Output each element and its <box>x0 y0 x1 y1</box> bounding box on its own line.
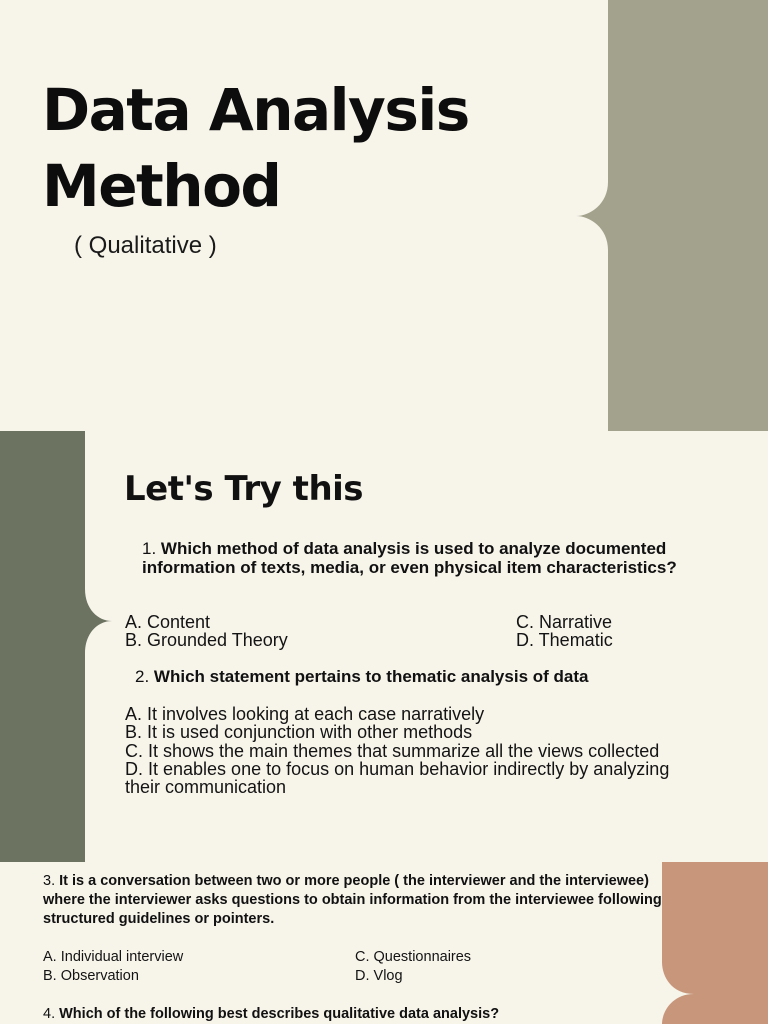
question-1-text-body: Which method of data analysis is used to analyze documented information of texts, media, or even physical item characteristics? <box>142 539 677 577</box>
main-title-line1: Data Analysis <box>42 76 469 144</box>
title-page <box>0 0 768 431</box>
question-2-text: Which statement pertains to thematic analysis of data <box>153 667 589 686</box>
question-4 <box>43 1005 499 1024</box>
terracotta-panel-decoration <box>660 862 768 1024</box>
question-2 <box>135 668 735 687</box>
question-1-text <box>142 539 677 577</box>
question-2-option-c[interactable]: C. It shows the main themes that summarize all the views collected <box>125 740 660 761</box>
main-title <box>42 72 562 224</box>
question-3-text: It is a conversation between two or more people ( the interviewer and the interviewee) where the interviewer asks questions to obtain information from the interviewee following structured guidelines or pointers. <box>43 873 662 927</box>
question-2-options <box>125 705 705 796</box>
sage-panel-shape <box>576 0 768 431</box>
section-heading: Let's Try this <box>124 469 364 509</box>
quiz-page-2 <box>0 862 768 1024</box>
main-title-line2: Method <box>42 152 281 220</box>
question-2-option-d[interactable]: D. It enables one to focus on human behavior indirectly by analyzing their communication <box>125 758 670 798</box>
question-3 <box>43 872 668 929</box>
question-1-option-c[interactable]: C. Narrative <box>516 612 613 632</box>
question-1-option-d[interactable]: D. Thematic <box>516 630 613 650</box>
question-1-number: 1. <box>142 539 157 558</box>
question-2-option-a[interactable]: A. It involves looking at each case narratively <box>125 704 485 724</box>
question-3-option-d[interactable]: D. Vlog <box>355 968 403 984</box>
quiz-page-1 <box>0 431 768 862</box>
question-1-option-b[interactable]: B. Grounded Theory <box>125 630 288 650</box>
subtitle: ( Qualitative ) <box>74 232 217 259</box>
question-4-number: 4. <box>43 1006 56 1022</box>
question-3-option-b[interactable]: B. Observation <box>43 968 139 984</box>
question-3-number: 3. <box>43 873 56 889</box>
sage-panel-decoration <box>576 0 768 431</box>
question-3-option-a[interactable]: A. Individual interview <box>43 949 184 965</box>
terracotta-panel-shape <box>662 862 768 1024</box>
question-2-option-b[interactable]: B. It is used conjunction with other methods <box>125 722 473 743</box>
question-1-option-a[interactable]: A. Content <box>125 612 211 632</box>
question-3-option-c[interactable]: C. Questionnaires <box>355 949 472 965</box>
olive-panel-shape <box>0 431 112 862</box>
question-2-number: 2. <box>135 667 150 686</box>
olive-panel-decoration <box>0 431 112 862</box>
question-4-text: Which of the following best describes qualitative data analysis? <box>59 1006 500 1022</box>
question-1 <box>142 540 742 577</box>
